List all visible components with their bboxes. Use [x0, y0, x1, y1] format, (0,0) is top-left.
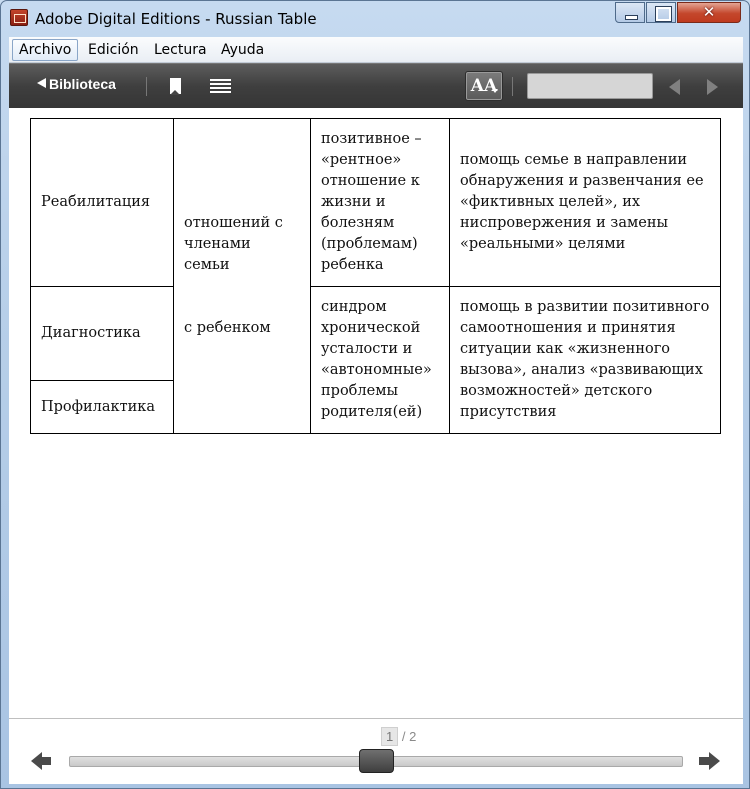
- maximize-button[interactable]: [646, 2, 676, 23]
- table-cell: позитивное – «рентное» отношение к жизни и болезням (проблемам) ребенка: [311, 119, 450, 287]
- search-input[interactable]: [527, 73, 653, 99]
- menu-lectura[interactable]: Lectura: [154, 42, 207, 58]
- russian-table: [30, 118, 721, 434]
- table-cell: синдром хронической усталости и «автономные» проблемы родителя(ей): [311, 287, 450, 434]
- library-button[interactable]: [37, 76, 116, 92]
- menu-archivo[interactable]: Archivo: [12, 39, 78, 61]
- reading-pane[interactable]: [9, 108, 743, 718]
- minimize-button[interactable]: [615, 2, 645, 23]
- table-cell: Профилактика: [31, 381, 174, 434]
- title-bar[interactable]: [1, 1, 749, 36]
- menu-bar: [9, 37, 743, 63]
- page-slider-handle[interactable]: [359, 749, 394, 773]
- table-row: [31, 119, 721, 287]
- total-pages: / 2: [401, 729, 417, 744]
- next-page-arrow-icon[interactable]: [698, 752, 720, 770]
- close-icon: ✕: [702, 4, 716, 21]
- bookmark-icon[interactable]: [170, 78, 181, 94]
- previous-result-icon[interactable]: [669, 79, 680, 95]
- next-result-icon[interactable]: [707, 79, 718, 95]
- cell-text: с ребенком: [184, 320, 271, 336]
- table-cell: [174, 119, 311, 434]
- menu-ayuda[interactable]: Ayuda: [221, 42, 265, 58]
- table-cell: Диагностика: [31, 287, 174, 381]
- toolbar-divider: [512, 77, 513, 96]
- cell-text: отношений с членами семьи: [184, 215, 283, 273]
- close-button[interactable]: [677, 2, 741, 23]
- library-label: Biblioteca: [49, 76, 116, 92]
- table-cell: Реабилитация: [31, 119, 174, 287]
- app-icon: [10, 9, 28, 26]
- table-cell: помощь семье в направлении обнаружения и развенчания ее «фиктивных целей», их ниспровержения и замены «реальными» целями: [450, 119, 721, 287]
- font-size-button[interactable]: AA: [465, 71, 503, 101]
- toolbar-divider: [146, 77, 147, 96]
- current-page[interactable]: 1: [381, 727, 398, 746]
- window-title: Adobe Digital Editions - Russian Table: [35, 10, 317, 28]
- reader-toolbar: [9, 63, 743, 108]
- page-indicator: [381, 727, 416, 746]
- reader-footer: [9, 718, 743, 784]
- back-arrow-icon: [37, 78, 46, 88]
- menu-edicion[interactable]: Edición: [88, 42, 139, 58]
- table-of-contents-icon[interactable]: [210, 79, 231, 93]
- previous-page-arrow-icon[interactable]: [31, 752, 53, 770]
- table-cell: помощь в развитии позитивного самоотношения и принятия ситуации как «жизненного вызова», анализ «развивающих возможностей» детского присутствия: [450, 287, 721, 434]
- table-row: [31, 287, 721, 381]
